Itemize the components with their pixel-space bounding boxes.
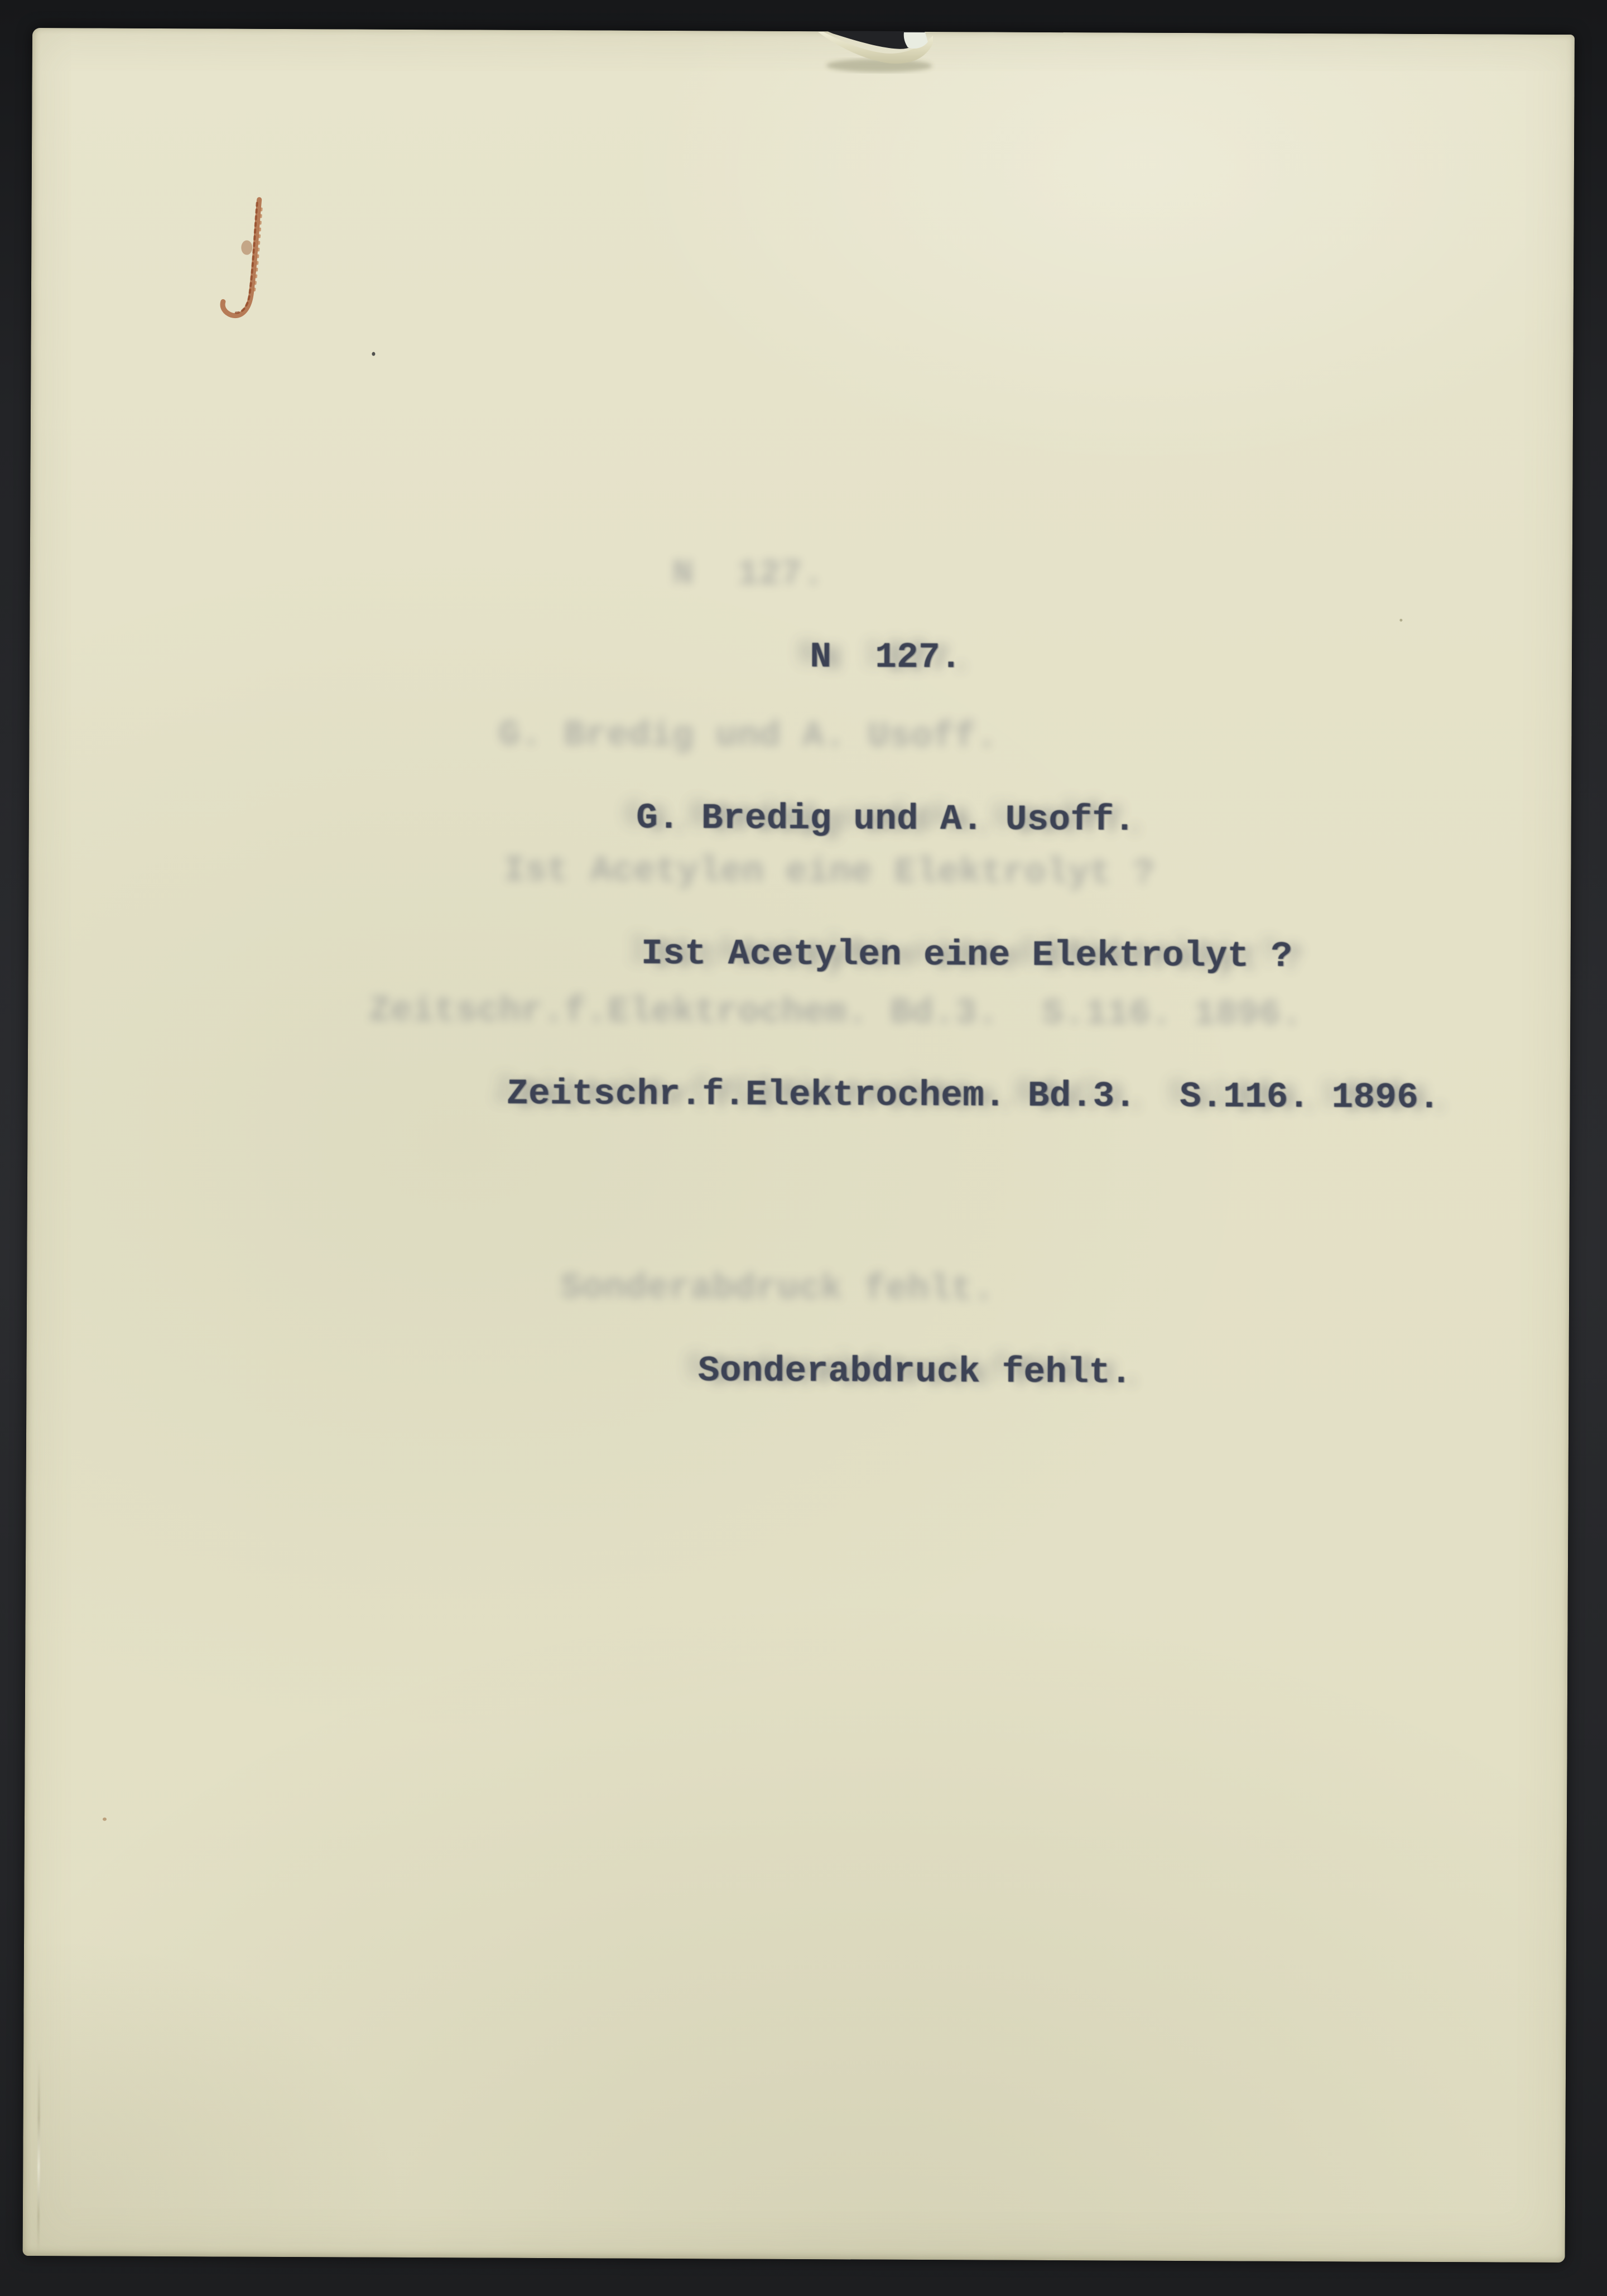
- catalog-number-line: [672, 554, 963, 712]
- note-line: [560, 1268, 1133, 1426]
- paper-speck: [103, 1818, 107, 1821]
- reference-ghost: Zeitschr.f.Elektrochem. Bd.3. S.116. 1896.: [369, 991, 1303, 1035]
- title-text: Ist Acetylen eine Elektrolyt ?: [641, 934, 1293, 977]
- reference-line: [369, 991, 1441, 1152]
- title-line: [503, 851, 1293, 1011]
- red-pencil-mark: [215, 191, 300, 343]
- title-ghost: Ist Acetylen eine Elektrolyt ?: [503, 851, 1155, 894]
- note-ghost: Sonderabdruck fehlt.: [560, 1268, 995, 1310]
- paper-crease: [37, 2059, 41, 2255]
- catalog-number-ghost: N 127.: [672, 554, 825, 595]
- paper-sheet: [23, 28, 1575, 2263]
- authors-ghost: G. Bredig und A. Usoff.: [498, 715, 998, 758]
- paper-speck: [1399, 619, 1402, 622]
- authors-text: G. Bredig und A. Usoff.: [636, 798, 1136, 841]
- note-text: Sonderabdruck fehlt.: [697, 1351, 1133, 1394]
- catalog-number-text: N 127.: [810, 637, 963, 679]
- torn-notch: [808, 31, 953, 84]
- reference-text: Zeitschr.f.Elektrochem. Bd.3. S.116. 1896.: [506, 1074, 1441, 1119]
- paper-speck: [372, 352, 375, 356]
